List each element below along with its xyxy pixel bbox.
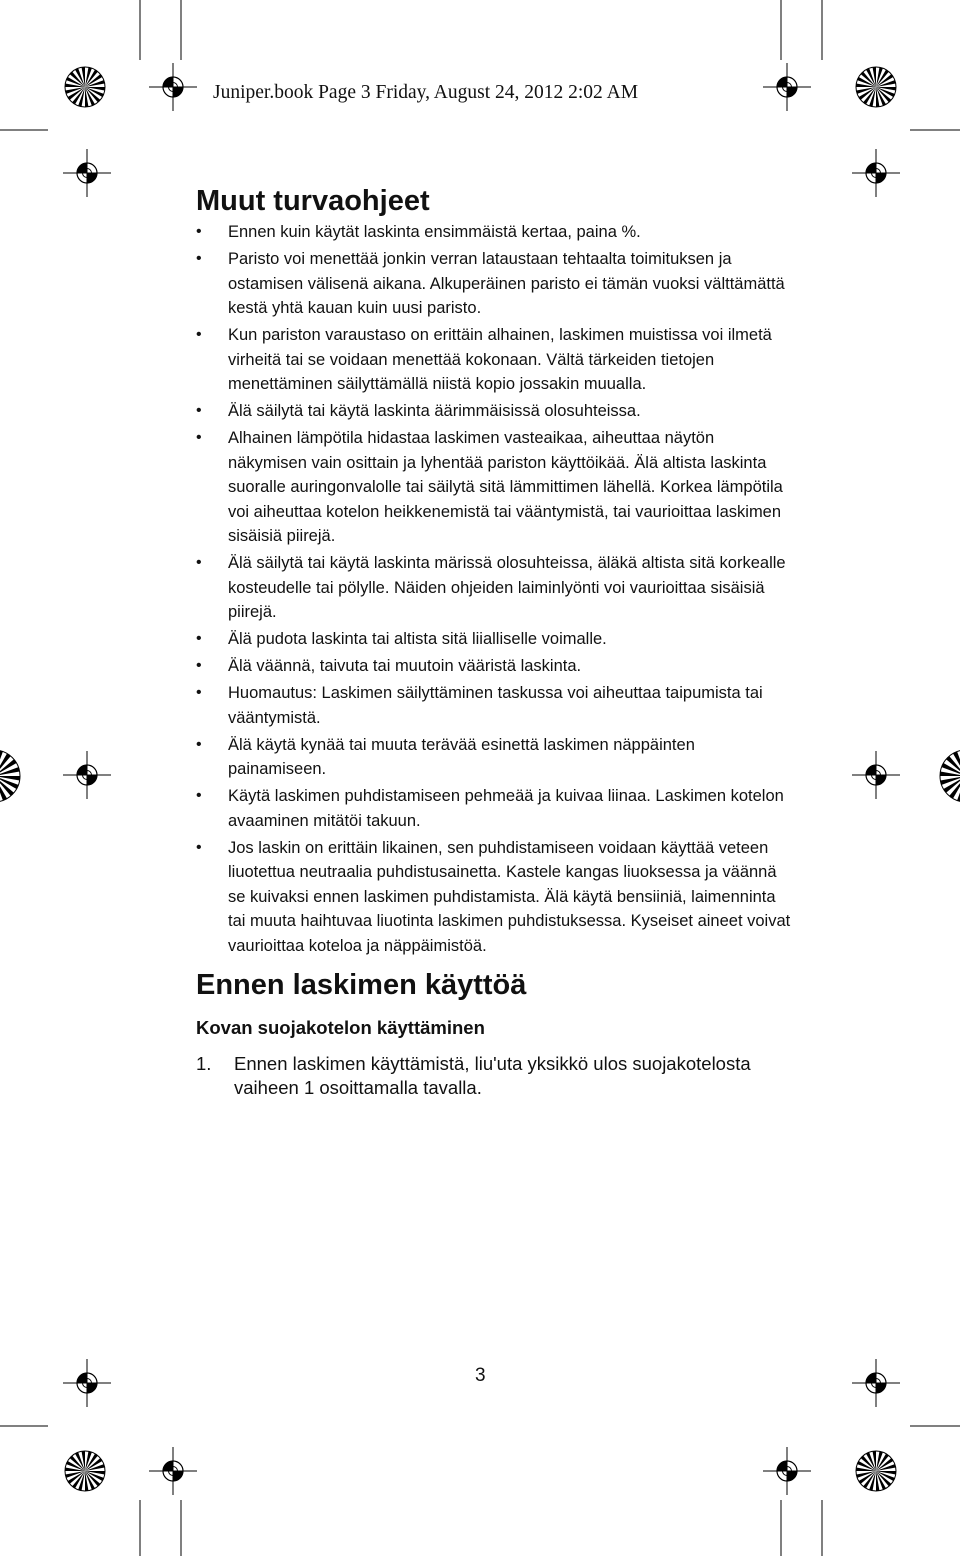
registration-mark-icon [856, 1451, 896, 1491]
list-item: • Ennen kuin käytät laskinta ensimmäistä kertaa, paina %. [196, 220, 796, 245]
crosshair-mark-icon [852, 149, 900, 197]
bullet-icon: • [196, 787, 202, 804]
page-content [196, 184, 796, 1100]
crosshair-mark-icon [149, 63, 197, 111]
crosshair-mark-icon [763, 1447, 811, 1495]
crosshair-mark-icon [63, 149, 111, 197]
crosshair-mark-icon [63, 751, 111, 799]
bullet-icon: • [196, 402, 202, 419]
list-item: • Käytä laskimen puhdistamiseen pehmeää ja kuivaa liinaa. Laskimen kotelon avaaminen mitätöi takuun. [196, 784, 796, 833]
list-item: • Älä pudota laskinta tai altista sitä liialliselle voimalle. [196, 627, 796, 652]
crosshair-mark-icon [852, 1359, 900, 1407]
safety-list [196, 220, 796, 958]
registration-mark-icon [65, 67, 105, 107]
step-item [196, 1052, 796, 1100]
registration-mark-icon [856, 67, 896, 107]
bullet-icon: • [196, 630, 202, 647]
list-item: • Älä säilytä tai käytä laskinta märissä olosuhteissa, äläkä altista sitä korkealle kosteudelle tai pölylle. Näiden ohjeiden laiminlyönti voi vaurioittaa sisäisiä piirejä. [196, 551, 796, 625]
bullet-icon: • [196, 223, 202, 240]
step-number: 1. [196, 1053, 212, 1074]
page-number: 3 [475, 1365, 486, 1386]
section-title: Muut turvaohjeet [196, 185, 430, 217]
crosshair-mark-icon [149, 1447, 197, 1495]
bullet-icon: • [196, 735, 202, 753]
bullet-icon: • [196, 554, 202, 571]
list-item: • Huomautus: Laskimen säilyttäminen taskussa voi aiheuttaa taipumista tai vääntymistä. [196, 681, 796, 730]
print-slug: Juniper.book Page 3 Friday, August 24, 2012 2:02 AM [213, 82, 639, 103]
list-item: • Älä säilytä tai käytä laskinta äärimmäisissä olosuhteissa. [196, 399, 796, 424]
bullet-icon: • [196, 838, 202, 856]
crosshair-mark-icon [852, 751, 900, 799]
registration-mark-icon [940, 750, 960, 802]
bullet-icon: • [196, 250, 202, 267]
crosshair-mark-icon [63, 1359, 111, 1407]
list-item: • Kun pariston varaustaso on erittäin alhainen, laskimen muistissa voi ilmetä virheitä tai se voidaan menettää kokonaan. Vältä tärkeiden tietojen menettäminen säilyttämällä niistä kopio jossakin muualla. [196, 323, 796, 397]
step-text: Ennen laskimen käyttämistä, liu'uta yksikkö ulos suojakotelosta vaiheen 1 osoittamalla tavalla. [234, 1053, 751, 1098]
list-item: • Älä käytä kynää tai muuta terävää esinettä laskimen näppäinten painamiseen. [196, 733, 796, 782]
registration-mark-icon [0, 750, 20, 802]
list-item: • Älä väännä, taivuta tai muutoin vääristä laskinta. [196, 654, 796, 679]
subsection-title: Kovan suojakotelon käyttäminen [196, 1017, 485, 1038]
bullet-icon: • [196, 326, 202, 343]
bullet-icon: • [196, 657, 202, 674]
registration-mark-icon [65, 1451, 105, 1491]
list-item: • Jos laskin on erittäin likainen, sen puhdistamiseen voidaan käyttää veteen liuotettua neutraalia puhdistusainetta. Kastele kangas liuoksessa ja väännä se kuivaksi ennen laskimen puhdistamista. Älä käytä bensiiniä, laimenninta tai muuta haihtuvaa liuotinta laskimen puhdistuksessa. Kyseiset aineet voivat vaurioittaa koteloa ja näppäimistöä. [196, 836, 796, 959]
section-title: Ennen laskimen käyttöä [196, 969, 527, 1001]
list-item: • Alhainen lämpötila hidastaa laskimen vasteaikaa, aiheuttaa näytön näkymisen vain osittain ja lyhentää pariston käyttöikää. Älä altista laskinta suoralle auringonvalolle tai säilytä sitä lämmittimen lähellä. Korkea lämpötila voi aiheuttaa kotelon heikkenemistä tai vääntymistä, tai vaurioittaa laskimen sisäisiä piirejä. [196, 426, 796, 549]
list-item: • Paristo voi menettää jonkin verran lataustaan tehtaalta toimituksen ja ostamisen välisenä aikana. Alkuperäinen paristo ei tämän vuoksi välttämättä kestä yhtä kauan kuin uusi paristo. [196, 247, 796, 321]
bullet-icon: • [196, 684, 202, 701]
steps-list [196, 1052, 796, 1100]
crosshair-mark-icon [763, 63, 811, 111]
bullet-icon: • [196, 429, 202, 446]
